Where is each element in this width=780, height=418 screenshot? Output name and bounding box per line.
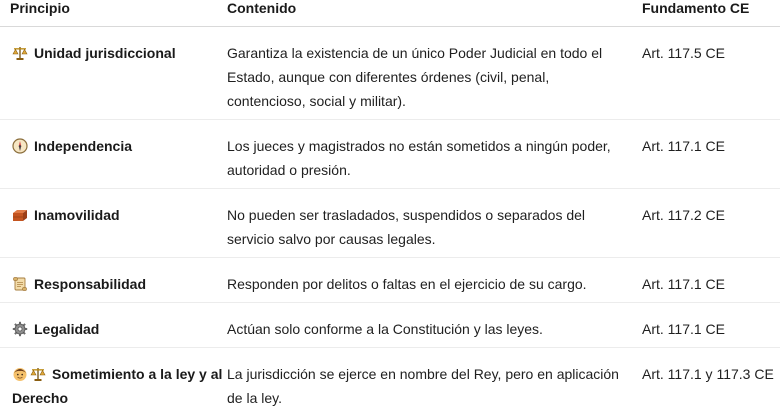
principle-cell [0,258,226,303]
principle-cell [0,27,226,120]
content-cell: Los jueces y magistrados no están sometidos a ningún poder, autoridad o presión. [226,120,641,189]
content-cell: Actúan solo conforme a la Constitución y las leyes. [226,303,641,348]
person-icon [12,366,28,382]
scales-icon [30,366,46,382]
table-row [0,303,780,348]
principle-cell [0,348,226,418]
principle-name: Sometimiento a la ley y al Derecho [12,366,223,406]
principle-cell [0,189,226,258]
basis-cell: Art. 117.1 CE [641,120,780,189]
table-row [0,189,780,258]
gear-icon [12,321,28,337]
content-cell: Garantiza la existencia de un único Poder Judicial en todo el Estado, aunque con diferentes órdenes (civil, penal, contencioso, social y militar). [226,27,641,120]
principle-name: Inamovilidad [34,207,120,223]
basis-cell: Art. 117.5 CE [641,27,780,120]
compass-icon [12,138,28,154]
header-content: Contenido [226,0,641,27]
principle-name: Independencia [34,138,133,154]
principle-cell [0,303,226,348]
table-row [0,348,780,418]
brick-icon [12,207,28,223]
principle-cell [0,120,226,189]
scales-icon [12,45,28,61]
header-principle: Principio [0,0,226,27]
scroll-icon [12,276,28,292]
header-basis: Fundamento CE [641,0,780,27]
content-cell: No pueden ser trasladados, suspendidos o separados del servicio salvo por causas legales. [226,189,641,258]
basis-cell: Art. 117.1 y 117.3 CE [642,366,774,382]
basis-cell: Art. 117.1 CE [641,303,780,348]
basis-cell: Art. 117.1 CE [641,258,780,303]
table-row [0,120,780,189]
table-row [0,27,780,120]
content-cell: La jurisdicción se ejerce en nombre del Rey, pero en aplicación de la ley. [227,366,619,406]
content-cell: Responden por delitos o faltas en el ejercicio de su cargo. [226,258,641,303]
principle-name: Legalidad [34,321,100,337]
table-row [0,258,780,303]
principle-name: Unidad jurisdiccional [34,45,176,61]
basis-cell: Art. 117.2 CE [641,189,780,258]
principle-name: Responsabilidad [34,276,147,292]
table-header-row [0,0,780,27]
